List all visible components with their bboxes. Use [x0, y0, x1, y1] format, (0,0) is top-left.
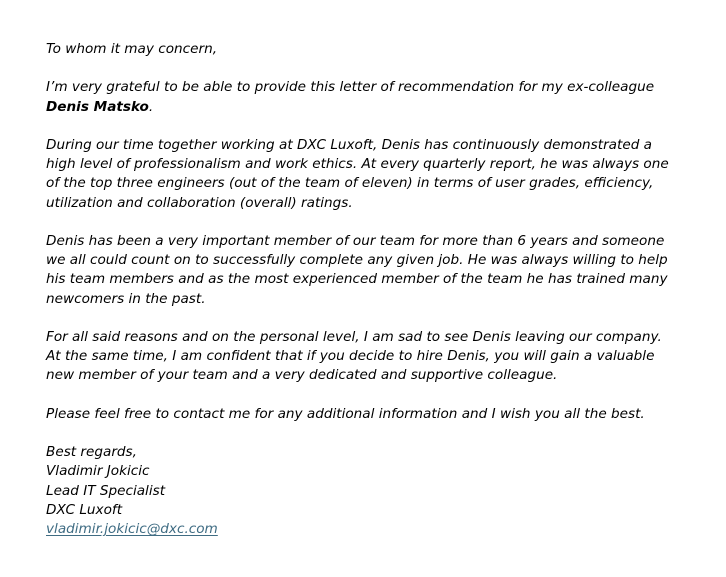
- team-line-1: Denis has been a very important member of our team for more than 6 years and someone: [46, 232, 665, 249]
- signer-title: Lead IT Specialist: [46, 482, 166, 499]
- greeting-text: To whom it may concern,: [46, 41, 218, 57]
- signer-name: Vladimir Jokicic: [46, 463, 150, 480]
- experience-paragraph: [46, 136, 686, 213]
- conclusion-paragraph: [46, 328, 686, 386]
- candidate-name: Denis Matsko: [46, 98, 149, 115]
- intro-line-1: I’m very grateful to be able to provide this letter of recommendation for my ex-colleague: [46, 79, 655, 96]
- team-member-paragraph: [46, 232, 686, 309]
- greeting: [46, 40, 686, 59]
- intro-end: .: [148, 98, 154, 115]
- team-line-2: we all could count on to successfully complete any given job. He was always willing to help: [46, 252, 668, 269]
- experience-line-2: high level of professionalism and work ethics. At every quarterly report, he was always one: [46, 156, 669, 173]
- team-line-4: newcomers in the past.: [46, 290, 206, 307]
- contact-paragraph: [46, 405, 686, 424]
- conclusion-line-2: At the same time, I am confident that if you decide to hire Denis, you will gain a valuable: [46, 348, 655, 365]
- team-line-3: his team members and as the most experienced member of the team he has trained many: [46, 271, 668, 288]
- signer-company: DXC Luxoft: [46, 501, 123, 518]
- experience-line-3: of the top three engineers (out of the team of eleven) in terms of user grades, efficiency,: [46, 175, 654, 192]
- intro-line-2: [46, 98, 686, 117]
- experience-line-4: utilization and collaboration (overall) ratings.: [46, 194, 353, 211]
- email-link[interactable]: vladimir.jokicic@dxc.com: [46, 520, 218, 537]
- conclusion-line-3: new member of your team and a very dedicated and supportive colleague.: [46, 367, 558, 384]
- contact-line: Please feel free to contact me for any additional information and I wish you all the best.: [46, 405, 645, 422]
- closing: Best regards,: [46, 444, 137, 461]
- signature-block: [46, 443, 686, 539]
- recommendation-letter: [46, 40, 686, 539]
- signer-email-line: [46, 520, 686, 539]
- experience-line-1: During our time together working at DXC Luxoft, Denis has continuously demonstrated a: [46, 136, 652, 153]
- conclusion-line-1: For all said reasons and on the personal level, I am sad to see Denis leaving our company.: [46, 328, 662, 345]
- intro-paragraph: [46, 78, 686, 116]
